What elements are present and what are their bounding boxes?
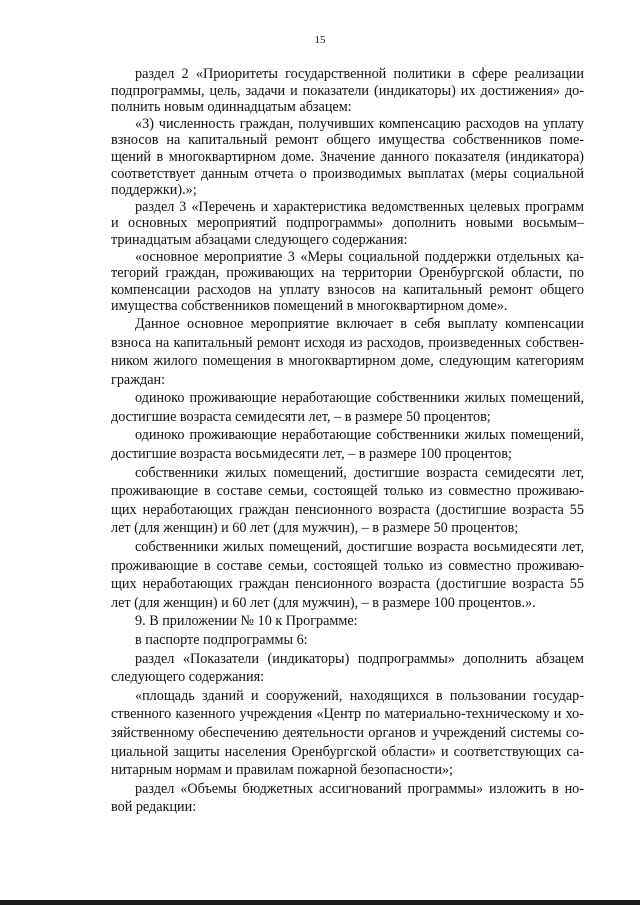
paragraph-activity-description: Данное основное мероприятие включает в себя выплату компенсации взноса на капитальный ремонт исходя из расходов, произведенных собственником жилого помещения в многоквартирном доме, следующим категориям граждан: — [111, 315, 584, 388]
page-number: 15 — [314, 34, 326, 46]
paragraph-subprogram-6-passport: в паспорте подпрограммы 6: — [135, 632, 308, 648]
paragraph-building-area: «площадь зданий и сооружений, находящихся в пользовании государственного казенного учреждения «Центр по материально-техническому и хозяйственному обеспечению деятельности органов и учреждений системы социальной защиты населения Оренбургской области» и соответствующих санитарным нормам и правилам пожарной безопасности»; — [111, 687, 584, 779]
list-item-family-70: собственники жилых помещений, достигшие возраста семидесяти лет, проживающие в составе семьи, состоящей только из совместно проживающих неработающих граждан пенсионного возраста (достигшие возраста 55 лет (для женщин) и 60 лет (для мужчин), – в размере 50 процентов; — [111, 464, 584, 537]
paragraph-budget-section: раздел «Объемы бюджетных ассигнований программы» изложить в новой редакции: — [111, 780, 584, 816]
paragraph-section2-amendment: раздел 2 «Приоритеты государственной политики в сфере реализации подпрограммы, цель, задачи и показатели (индикаторы) их достижения» дополнить новым одиннадцатым абзацем: — [111, 66, 584, 116]
list-item-single-80: одиноко проживающие неработающие собственники жилых помещений, достигшие возраста восьмидесяти лет, – в размере 100 процентов; — [111, 427, 584, 463]
list-item-family-80: собственники жилых помещений, достигшие возраста восьмидесяти лет, проживающие в составе семьи, состоящей только из совместно проживающих неработающих граждан пенсионного возраста (достигшие возраста 55 лет (для женщин) и 60 лет (для мужчин), – в размере 100 процентов.». — [111, 539, 584, 611]
paragraph-appendix-10: 9. В приложении № 10 к Программе: — [135, 613, 358, 630]
paragraph-indicator-3: «3) численность граждан, получивших компенсацию расходов на уплату взносов на капитальный ремонт общего имущества собственников помещений в многоквартирном доме. Значение данного показателя (индикатора) соответствует данным отчета о производимых выплатах (меры социальной поддержки).»; — [111, 115, 584, 199]
scan-bottom-edge — [0, 900, 640, 905]
paragraph-main-activity-3: «основное мероприятие 3 «Меры социальной поддержки отдельных категорий граждан, проживающих на территории Оренбургской области, по компенсации расходов на уплату взносов на капитальный ремонт общего имущества собственников помещений в многоквартирном доме». — [111, 248, 584, 315]
paragraph-indicators-section: раздел «Показатели (индикаторы) подпрограммы» дополнить абзацем следующего содержания: — [111, 650, 584, 686]
list-item-single-70: одиноко проживающие неработающие собственники жилых помещений, достигшие возраста семидесяти лет, – в размере 50 процентов; — [111, 390, 584, 425]
document-body — [111, 66, 584, 817]
paragraph-section3-amendment: раздел 3 «Перечень и характеристика ведомственных целевых программ и основных мероприятий подпрограммы» дополнить новыми восьмым–тринадцатым абзацами следующего содержания: — [111, 198, 584, 248]
